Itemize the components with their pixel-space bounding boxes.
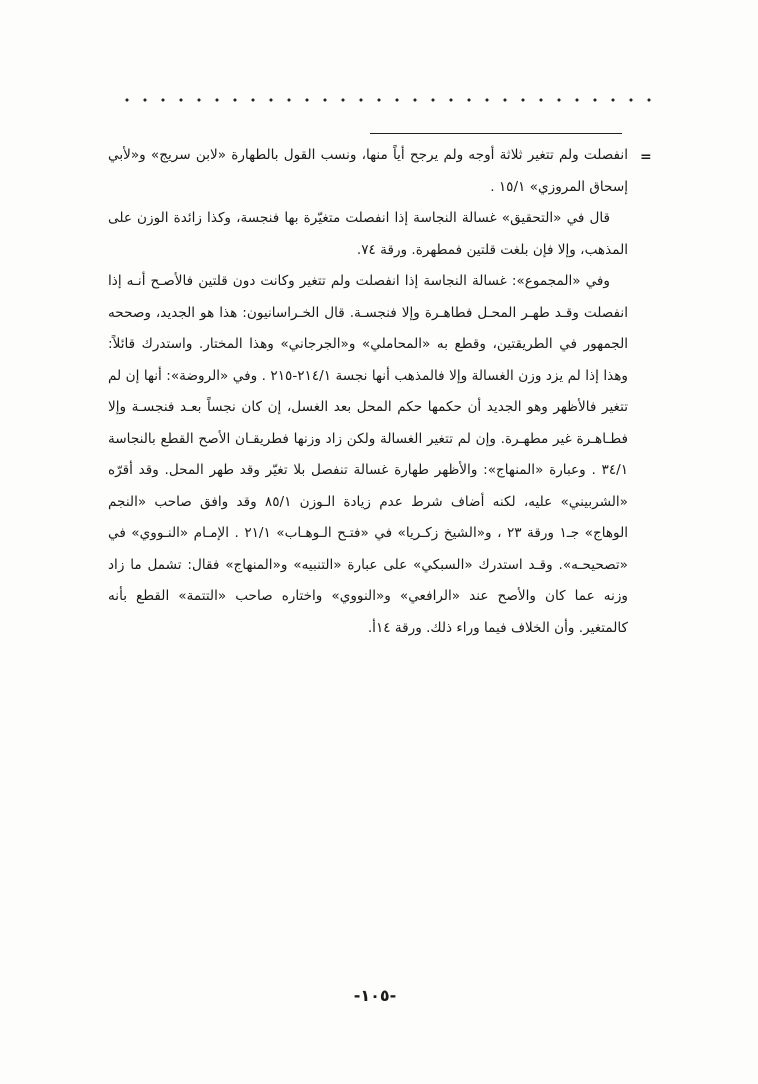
footnote-paragraph: انفصلت ولم تتغير ثلاثة أوجه ولم يرجح أياً منها، ونسب القول بالطهارة «لابن سريج» و«لأبي إسحاق المروزي» ١٥/١ . [108,147,628,195]
dotted-separator [118,96,658,104]
footnote-paragraph: قال في «التحقيق» غسالة النجاسة إذا انفصلت متغيّرة بها فنجسة، وكذا زائدة الوزن على المذهب، وإلا فإن بلغت قلتين فمطهرة. ورقة ٧٤. [108,210,628,258]
page-number: -١٠٥- [353,986,397,1005]
footnote-rule [370,133,622,134]
footnote-paragraph: وفي «المجموع»: غسالة النجاسة إذا انفصلت ولم تتغير وكانت دون قلتين فالأصـح أنـه إذا انفصلت وقـد طهـر المحـل فطاهـرة وإلا فنجسـة. قال الخـراسانيون: هذا هو الجديد، وصححه الجمهور في الطريقتين، وقطع به «المحاملي» و«الجرجاني» وهذا المختار. واستدرك قائلاً: وهذا إذا لم يزد وزن الغسالة وإلا فالمذهب أنها نجسة ٢١٤/١-٢١٥ . وفي «الروضة»: أنها إن لم تتغير فالأظهر وهو الجديد أن حكمها حكم المحل بعد الغسل، إن كان نجساً بعـد فنجسـة وإلا فطـاهـرة غير مطهـرة. وإن لم تتغير الغسالة ولكن زاد وزنها فطريقـان الأصح القطع بالنجاسة ٣٤/١ . وعبارة «المنهاج»: والأظهر طهارة غسالة تنفصل بلا تغيّر وقد طهر المحل. وقد أقرّه «الشربيني» عليه، لكنه أضاف شرط عدم زيادة الـوزن ٨٥/١ وقد وافق صاحب «النجم الوهاج» جـ١ ورقة ٢٣ ، و«الشيخ زكـريا» في «فتـح الـوهـاب» ٢١/١ . الإمـام «النـووي» في «تصحيحـه». وقـد استدرك «السبكي» على عبارة «التنبيه» و«المنهاج» فقال: تشمل ما زاد وزنه عما كان والأصح عند «الرافعي» و«النووي» واختاره صاحب «التتمة» القطع بأنه كالمتغير. وأن الخلاف فيما وراء ذلك. ورقة ١٤أ. [108,273,628,636]
footnote-text [108,140,628,644]
footnote-continuation-mark: = [640,149,652,165]
